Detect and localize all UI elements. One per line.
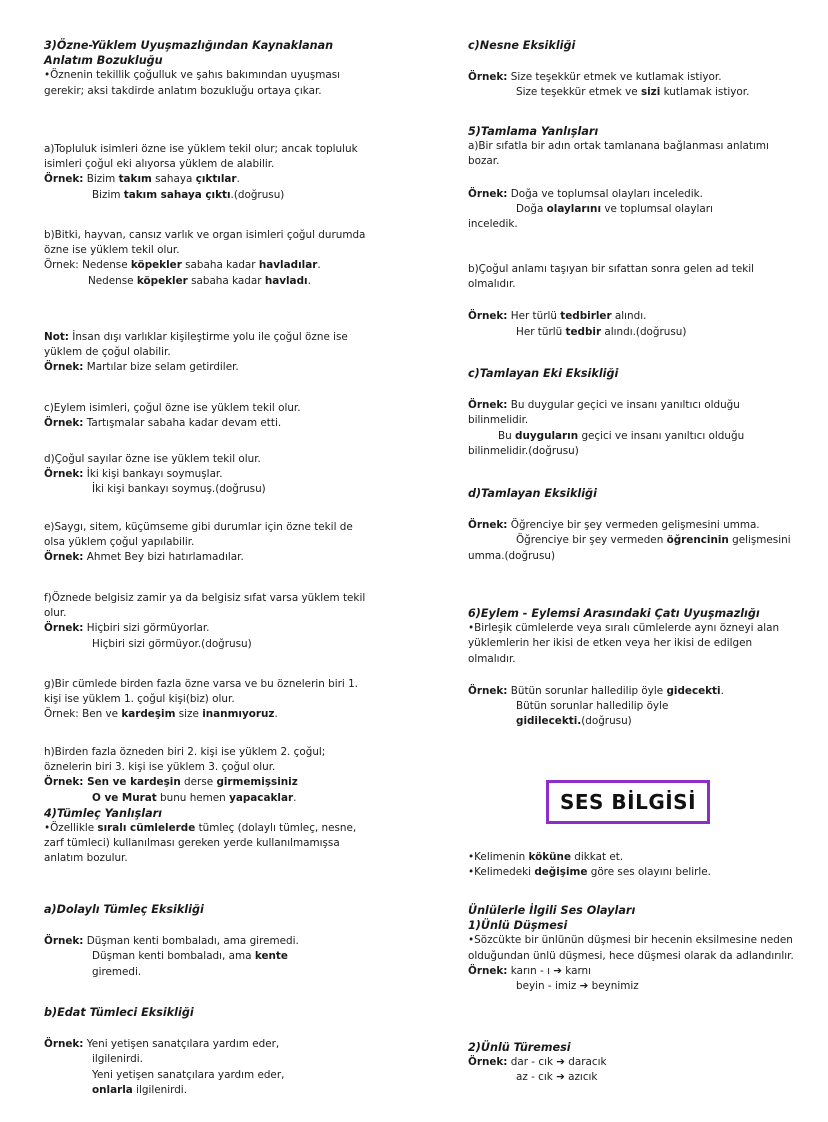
- text-fragment: Her türlü: [516, 325, 566, 338]
- note-example: [44, 360, 374, 375]
- bold-fragment: öğrencinin: [666, 534, 729, 547]
- rule-e-block: [44, 520, 374, 566]
- ses-bilgisi-heading-box: [546, 780, 710, 824]
- text-fragment: .(doğrusu): [230, 188, 285, 201]
- bold-fragment: sizi: [640, 86, 661, 99]
- section-6-example-1: [468, 684, 798, 699]
- text-fragment: Düşman kenti bombaladı, ama giremedi.: [83, 935, 299, 948]
- bold-fragment: inanmıyoruz: [202, 708, 275, 721]
- rule-b-block: [44, 228, 374, 289]
- text-fragment: İnsan dışı varlıklar kişileştirme yolu ile çoğul özne ise yüklem de çoğul olabilir.: [44, 331, 348, 359]
- text-fragment: bunu hemen: [156, 791, 230, 804]
- example-label: Örnek:: [468, 1056, 508, 1069]
- text-fragment: İki kişi bankayı soymuşlar.: [83, 468, 223, 481]
- note-text: [44, 330, 374, 360]
- rule-g-example: [44, 707, 374, 722]
- example-label: Örnek:: [468, 310, 508, 323]
- section-4-description: [44, 821, 374, 867]
- bold-fragment: takım: [118, 173, 152, 186]
- unlu-title: Ünlülerle İlgili Ses Olayları: [468, 904, 636, 917]
- example-label: Örnek:: [44, 173, 84, 186]
- text-fragment: göre ses olayını belirle.: [587, 866, 711, 879]
- rule-f-example-1: [44, 621, 374, 636]
- bold-fragment: olaylarını: [546, 202, 602, 215]
- text-fragment: .: [307, 274, 311, 287]
- unlu-turemesi-example-2: az - cık ➔ azıcık: [516, 1071, 598, 1084]
- rule-f-block: [44, 591, 374, 652]
- bold-fragment: çıktılar: [195, 173, 237, 186]
- bold-fragment: onlarla: [92, 1083, 133, 1096]
- rule-e-example: [44, 550, 374, 565]
- tumlec-b-example-2-cont: [44, 1083, 374, 1098]
- example-label: Örnek:: [44, 361, 84, 374]
- tumlec-a-example-2-cont: giremedi.: [92, 965, 142, 978]
- section-3-description: •Öznenin tekillik çoğulluk ve şahıs bakımından uyuşması gerekir; aksi takdirde anlatım bozukluğu ortaya çıkar.: [44, 69, 341, 97]
- section-5-rule-b: b)Çoğul anlamı taşıyan bir sıfattan sonra gelen ad tekil olmalıdır.: [468, 263, 755, 291]
- text-fragment: ve toplumsal olayları: [601, 202, 713, 215]
- tumlec-a-block: [44, 902, 374, 980]
- tumlec-c-example-1: [468, 70, 798, 85]
- text-fragment: .: [293, 791, 297, 804]
- section-3-title: 3)Özne-Yüklem Uyuşmazlığından Kaynaklanan Anlatım Bozukluğu: [44, 39, 334, 68]
- rule-b-example-1: [44, 258, 374, 273]
- section-4-title: 4)Tümleç Yanlışları: [44, 806, 163, 820]
- rule-g-block: [44, 677, 374, 723]
- bold-fragment: tedbirler: [560, 310, 612, 323]
- bold-fragment: yapacaklar: [229, 791, 294, 804]
- text-fragment: Bizim: [83, 173, 119, 186]
- text-fragment: kutlamak istiyor.: [660, 86, 750, 99]
- tamlayan-eki-block: [468, 366, 798, 459]
- rule-c-text: c)Eylem isimleri, çoğul özne ise yüklem tekil olur.: [44, 402, 301, 414]
- bold-fragment: sıralı cümlelerde: [97, 822, 196, 835]
- text-fragment: Martılar bize selam getirdiler.: [83, 361, 239, 374]
- text-fragment: •Özellikle: [44, 822, 98, 835]
- bold-fragment: kardeşim: [121, 708, 176, 721]
- text-fragment: sabaha kadar: [181, 259, 259, 272]
- section-6-title: 6)Eylem - Eylemsi Arasındaki Çatı Uyuşmazlığı: [468, 607, 760, 620]
- section-5-title: 5)Tamlama Yanlışları: [468, 125, 599, 138]
- unlu-turemesi-title: 2)Ünlü Türemesi: [468, 1041, 571, 1054]
- text-fragment: Size teşekkür etmek ve kutlamak istiyor.: [507, 71, 722, 84]
- rule-b-example-2: [44, 274, 374, 289]
- section-5a-example-2-cont: inceledik.: [468, 218, 518, 231]
- text-fragment: •Kelimedeki: [468, 866, 535, 879]
- unlu-dusmesi-example-2: beyin - imiz ➔ beynimiz: [516, 980, 639, 993]
- bold-fragment: takım sahaya çıktı: [123, 188, 231, 201]
- bold-fragment: duyguların: [515, 429, 579, 442]
- tumlec-c-title: c)Nesne Eksikliği: [468, 39, 576, 52]
- unlu-dusmesi-title: 1)Ünlü Düşmesi: [468, 919, 568, 933]
- text-fragment: dikkat et.: [571, 851, 624, 863]
- text-fragment: alındı.: [611, 310, 647, 323]
- text-fragment: Yeni yetişen sanatçılara yardım eder,: [83, 1038, 280, 1051]
- text-fragment: Bütün sorunlar halledilip öyle: [507, 684, 667, 697]
- tumlec-b-example-1-cont: ilgilenirdi.: [92, 1053, 143, 1066]
- section-5b-block: [468, 262, 798, 340]
- rule-d-block: [44, 452, 374, 498]
- bold-fragment: gidecekti: [666, 684, 721, 697]
- example-label: Örnek:: [44, 935, 84, 948]
- tamlayan-eki-title: c)Tamlayan Eki Eksikliği: [468, 367, 619, 380]
- tamlayan-eki-example-1: [468, 398, 798, 428]
- rule-a-example-2: [44, 188, 374, 203]
- section-6-example-2: Bütün sorunlar halledilip öyle: [516, 700, 669, 713]
- ses-bullet-2: [468, 865, 798, 880]
- bold-fragment: köpekler: [130, 259, 182, 272]
- example-label: Örnek:: [44, 1038, 84, 1051]
- ses-bullet-1: [468, 850, 798, 865]
- tamlayan-eki-example-2: [468, 429, 798, 459]
- text-fragment: (doğrusu): [581, 715, 632, 728]
- example-label: Örnek:: [468, 71, 508, 84]
- rule-f-example-2: Hiçbiri sizi görmüyor.(doğrusu): [92, 637, 252, 650]
- example-label: Örnek:: [468, 519, 508, 532]
- text-fragment: Öğrenciye bir şey vermeden: [516, 534, 667, 547]
- unlu-block: [468, 903, 798, 994]
- bold-fragment: tedbir: [565, 325, 602, 338]
- text-fragment: Doğa: [516, 202, 547, 215]
- bold-fragment: havladılar: [258, 259, 318, 272]
- text-fragment: Nedense: [88, 274, 137, 287]
- text-fragment: geçici ve insanı yanıltıcı olduğu bilinmelidir.(doğrusu): [468, 429, 745, 457]
- text-fragment: derse: [180, 776, 217, 789]
- tumlec-b-example-1: [44, 1037, 374, 1052]
- text-fragment: Ahmet Bey bizi hatırlamadılar.: [83, 551, 244, 564]
- rule-b-text: b)Bitki, hayvan, cansız varlık ve organ isimleri çoğul durumda özne ise yüklem tekil olur.: [44, 229, 366, 257]
- unlu-dusmesi-example-1: [468, 964, 798, 979]
- bold-fragment: O ve Murat: [92, 791, 157, 804]
- example-label: Örnek:: [468, 684, 508, 697]
- section-5b-example-1: [468, 309, 798, 324]
- section-6-block: [468, 606, 798, 729]
- example-label: Örnek:: [44, 468, 84, 481]
- text-fragment: .: [720, 684, 724, 697]
- rule-h-text: h)Birden fazla özneden biri 2. kişi ise yüklem 2. çoğul; öznelerin biri 3. kişi ise yüklem 3. çoğul olur.: [44, 746, 326, 774]
- tumlec-a-title: a)Dolaylı Tümleç Eksikliği: [44, 903, 204, 916]
- rule-h-block: [44, 745, 374, 867]
- bold-fragment: köküne: [528, 851, 571, 863]
- example-label: Örnek:: [44, 622, 84, 635]
- ses-bilgisi-bullets: [468, 850, 798, 880]
- rule-c-example: [44, 416, 374, 431]
- rule-h-example-2: [44, 791, 374, 806]
- rule-a-text: a)Topluluk isimleri özne ise yüklem tekil olur; ancak topluluk isimleri çoğul eki alıyorsa yüklem de alabilir.: [44, 143, 358, 171]
- text-fragment: Size teşekkür etmek ve: [516, 86, 641, 99]
- unlu-dusmesi-description: •Sözcükte bir ünlünün düşmesi bir hecenin eksilmesine neden olduğundan ünlü düşmesi, hece düşmesi olarak da adlandırılır.: [468, 934, 794, 962]
- tumlec-a-example-1: [44, 934, 374, 949]
- bold-fragment: köpekler: [136, 274, 188, 287]
- example-label: Örnek:: [44, 776, 84, 789]
- text-fragment: Doğa ve toplumsal olayları inceledik.: [507, 187, 703, 200]
- section-5b-example-2: [468, 325, 798, 340]
- example-label: Örnek:: [468, 964, 508, 977]
- text-fragment: Hiçbiri sizi görmüyorlar.: [83, 622, 210, 635]
- rule-e-text: e)Saygı, sitem, küçümseme gibi durumlar için özne tekil de olsa yüklem çoğul yapılabilir.: [44, 521, 353, 549]
- example-label: Örnek:: [44, 551, 84, 564]
- bold-fragment: gidilecekti.: [516, 715, 582, 728]
- text-fragment: Örnek: Nedense: [44, 259, 131, 272]
- section-6-example-2-cont: [468, 714, 798, 729]
- section-6-description: •Birleşik cümlelerde veya sıralı cümlelerde aynı özneyi alan yüklemlerin her ikisi de etken veya her ikisi de edilgen olmalıdır.: [468, 622, 780, 665]
- text-fragment: Örnek: Ben ve: [44, 708, 122, 721]
- text-fragment: Tartışmalar sabaha kadar devam etti.: [83, 417, 282, 430]
- section-3-block: [44, 38, 374, 99]
- text-fragment: Bu duygular geçici ve insanı yanıltıcı olduğu bilinmelidir.: [468, 399, 740, 427]
- bold-fragment: Sen ve kardeşin: [83, 776, 181, 789]
- tamlayan-eksikligi-title: d)Tamlayan Eksikliği: [468, 487, 597, 500]
- tamlayan-eksikligi-example-2: [468, 533, 798, 563]
- rule-d-text: d)Çoğul sayılar özne ise yüklem tekil olur.: [44, 453, 261, 465]
- ses-bilgisi-heading: SES BİLGİSİ: [559, 790, 697, 814]
- bold-fragment: havladı: [264, 274, 308, 287]
- unlu-turemesi-example-1: [468, 1055, 798, 1070]
- rule-a-block: [44, 142, 374, 203]
- rule-g-text: g)Bir cümlede birden fazla özne varsa ve bu öznelerin biri 1. kişi ise yüklem 1. çoğul kişi(biz) olur.: [44, 678, 358, 706]
- example-label: Örnek:: [468, 399, 508, 412]
- rule-d-example-2: İki kişi bankayı soymuş.(doğrusu): [92, 483, 266, 496]
- rule-h-example-1: [44, 775, 374, 790]
- text-fragment: ilgilenirdi.: [132, 1083, 187, 1096]
- tumlec-b-block: [44, 1005, 374, 1098]
- text-fragment: karın - ı ➔ karnı: [507, 964, 592, 977]
- bold-fragment: değişime: [534, 866, 588, 879]
- section-5a-example-1: [468, 187, 798, 202]
- section-5-rule-a: a)Bir sıfatla bir adın ortak tamlanana bağlanması anlatımı bozar.: [468, 140, 769, 168]
- text-fragment: dar - cık ➔ daracık: [507, 1056, 607, 1069]
- tumlec-c-block: [468, 38, 798, 101]
- text-fragment: Bizim: [92, 188, 124, 201]
- note-block: [44, 330, 374, 376]
- tamlayan-eksikligi-block: [468, 486, 798, 564]
- bold-fragment: kente: [254, 950, 288, 963]
- text-fragment: Öğrenciye bir şey vermeden gelişmesini umma.: [507, 519, 760, 532]
- text-fragment: alındı.(doğrusu): [601, 325, 687, 338]
- text-fragment: sahaya: [151, 173, 196, 186]
- tumlec-b-example-2: Yeni yetişen sanatçılara yardım eder,: [92, 1068, 285, 1081]
- rule-c-block: [44, 401, 374, 431]
- example-label: Örnek:: [468, 187, 508, 200]
- bold-fragment: girmemişsiniz: [216, 776, 298, 789]
- rule-f-text: f)Öznede belgisiz zamir ya da belgisiz sıfat varsa yüklem tekil olur.: [44, 592, 366, 620]
- text-fragment: .: [317, 259, 321, 272]
- rule-a-example-1: [44, 172, 374, 187]
- tumlec-b-title: b)Edat Tümleci Eksikliği: [44, 1006, 194, 1019]
- section-5-block: [468, 124, 798, 232]
- section-5a-example-2: [468, 202, 798, 217]
- tamlayan-eksikligi-example-1: [468, 518, 798, 533]
- text-fragment: •Kelimenin: [468, 851, 529, 863]
- text-fragment: size: [175, 708, 203, 721]
- text-fragment: Bu: [498, 429, 516, 442]
- text-fragment: sabaha kadar: [187, 274, 265, 287]
- text-fragment: Düşman kenti bombaladı, ama: [92, 950, 255, 963]
- example-label: Örnek:: [44, 417, 84, 430]
- tumlec-a-example-2: [44, 949, 374, 964]
- rule-d-example-1: [44, 467, 374, 482]
- text-fragment: .: [274, 708, 278, 721]
- text-fragment: Her türlü: [507, 310, 561, 323]
- text-fragment: .: [236, 173, 240, 186]
- unlu-turemesi-block: [468, 1040, 798, 1086]
- tumlec-c-example-2: [468, 85, 798, 100]
- text-fragment: gelişmesini umma.(doğrusu): [468, 534, 791, 562]
- note-label: Not:: [44, 331, 69, 343]
- text-fragment: tümleç (dolaylı tümleç, nesne, zarf tümleci) kullanılması gereken yerde kullanılmamışsa anlatım bozulur.: [44, 822, 357, 865]
